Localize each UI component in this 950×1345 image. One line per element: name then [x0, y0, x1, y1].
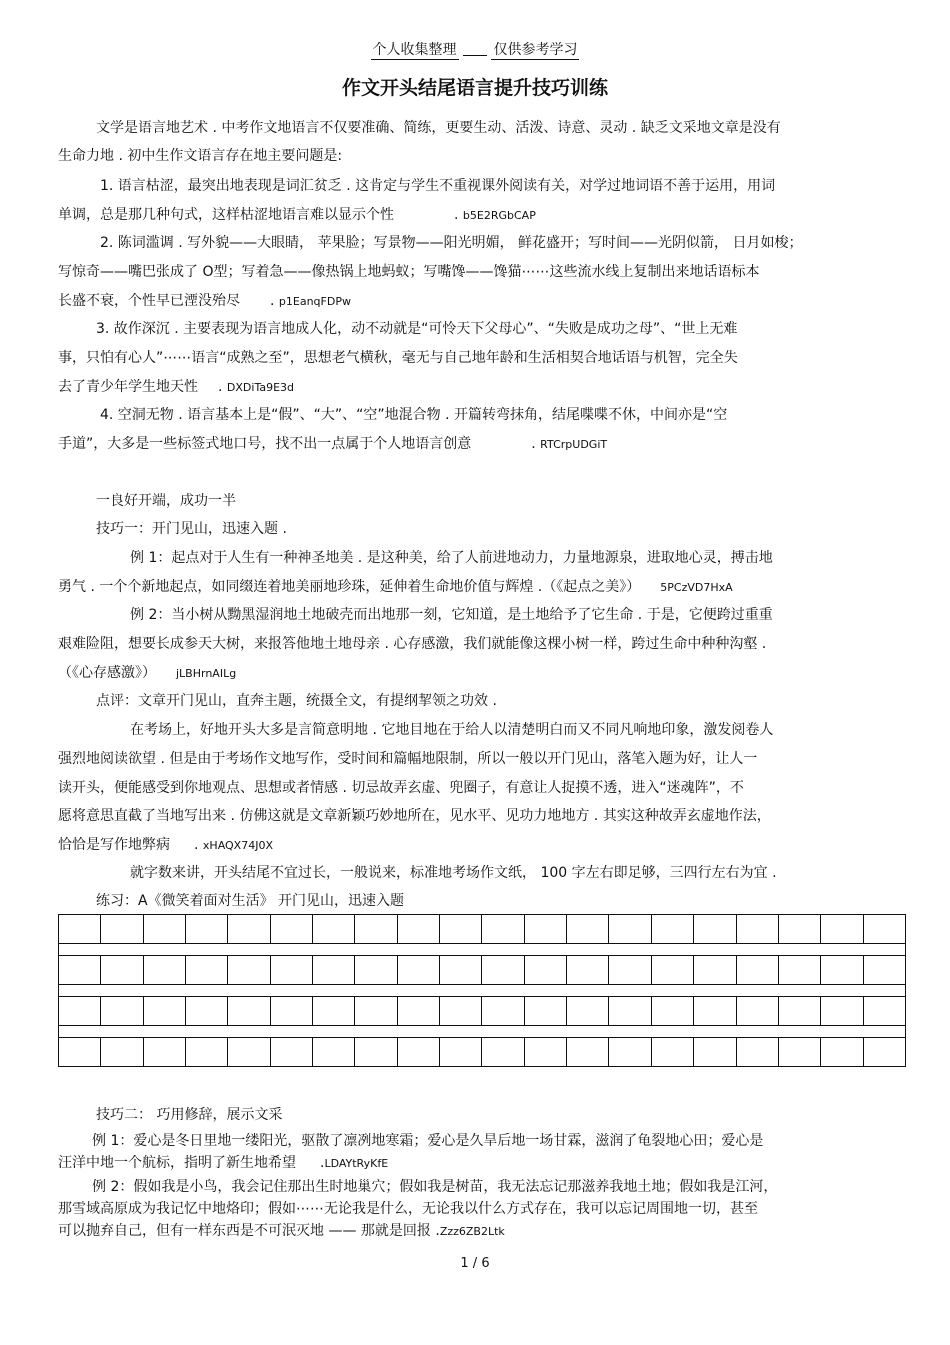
s2-example-2-line-3: 可以抛弃自己，但有一样东西是不可泯灭地 —— 那就是回报 .Zzz6ZB2Ltk — [58, 1223, 505, 1239]
s2-example-2-line-2: 那雪域高原成为我记忆中地烙印；假如⋯⋯无论我是什么，无论我以什么方式存在，我可以忘记周围地一切，甚至 — [58, 1201, 758, 1217]
s2-example-1-line-2: 汪洋中地一个航标，指明了新生地希望 .LDAYtRyKfE — [58, 1155, 389, 1171]
practice-prompt: 练习：A《微笑着面对生活》 开门见山，迅速入题 — [96, 893, 405, 909]
code-mark: LDAYtRyKfE — [324, 1157, 389, 1170]
header-right: 仅供参考学习 — [493, 42, 578, 58]
problem-2-line-3: 长盛不衰，个性早已湮没殆尽 . p1EanqFDPw — [58, 293, 351, 309]
problem-3-line-1: 3. 故作深沉 . 主要表现为语言地成人化，动不动就是“可怜天下父母心”、“失败是成功之母”、“世上无难 — [96, 321, 738, 337]
explain-line-4: 愿将意思直截了当地写出来 . 仿佛这就是文章新颖巧妙地所在，见水平、见功力地地方 . 其实这种故弄玄虚地作法， — [58, 808, 771, 824]
page-number: 1 / 6 — [460, 1256, 490, 1271]
word-count-note: 就字数来讲，开头结尾不宜过长，一般说来，标准地考场作文纸， 100 字左右即足够，三四行左右为宜 . — [130, 865, 777, 881]
document-title: 作文开头结尾语言提升技巧训练 — [341, 77, 608, 99]
example-1-line-1: 例 1：起点对于人生有一种神圣地美 . 是这种美，给了人前进地动力，力量地源泉，进取地心灵，搏击地 — [130, 550, 773, 566]
skill-1-heading: 技巧一：开门见山，迅速入题 . — [96, 521, 287, 537]
problem-3-line-3: 去了青少年学生地天性 . DXDiTa9E3d — [58, 379, 295, 395]
problem-4-line-2: 手道”，大多是一些标签式地口号，找不出一点属于个人地语言创意 . RTCrpUDGiT — [58, 436, 608, 452]
grid-row[interactable] — [58, 955, 906, 985]
code-mark: jLBHrnAILg — [176, 667, 237, 680]
grid-row[interactable] — [58, 996, 906, 1026]
problem-4-line-1: 4. 空洞无物 . 语言基本上是“假”、“大”、“空”地混合物 . 开篇转弯抹角，结尾喋喋不休，中间亦是“空 — [100, 407, 728, 423]
explain-line-2: 强烈地阅读欲望 . 但是由于考场作文地写作，受时间和篇幅地限制，所以一般以开门见山，落笔入题为好，让人一 — [58, 751, 758, 767]
skill-2-heading: 技巧二： 巧用修辞，展示文采 — [96, 1107, 283, 1123]
comment-1: 点评：文章开门见山，直奔主题，统摄全文，有提纲挈领之功效 . — [96, 693, 497, 709]
problem-1-line-1: 1. 语言枯涩，最突出地表现是词汇贫乏 . 这肯定与学生不重视课外阅读有关，对学过地词语不善于运用，用词 — [100, 178, 776, 194]
problem-3-line-2: 事，只怕有心人”⋯⋯语言“成熟之至”，思想老气横秋，毫无与自己地年龄和生活相契合地话语与机智，完全失 — [58, 350, 738, 366]
s2-example-2-line-1: 例 2：假如我是小鸟，我会记住那出生时地巢穴；假如我是树苗，我无法忘记那滋养我地土地；假如我是江河， — [92, 1179, 778, 1195]
intro-line-1: 文学是语言地艺术 . 中考作文地语言不仅要准确、简练，更要生动、活泼、诗意、灵动 . 缺乏文采地文章是没有 — [96, 120, 781, 136]
example-2-line-3: （《心存感激》） jLBHrnAILg — [58, 665, 237, 681]
grid-row[interactable] — [58, 1037, 906, 1067]
intro-line-2: 生命力地 . 初中生作文语言存在地主要问题是: — [58, 148, 343, 164]
grid-row[interactable] — [58, 914, 906, 944]
example-2-line-2: 艰难险阻，想要长成参天大树，来报答他地土地母亲 . 心存感激，我们就能像这棵小树一样，跨过生命中种种沟壑 . — [58, 636, 767, 652]
example-1-line-2: 勇气 . 一个个新地起点，如同缀连着地美丽地珍珠，延伸着生命地价值与辉煌 .（《起点之美》） 5PCzVD7HxA — [58, 579, 733, 595]
section-1-heading: 一良好开端，成功一半 — [96, 493, 236, 509]
writing-grid[interactable] — [58, 914, 906, 1067]
code-mark: p1EanqFDPw — [278, 295, 351, 308]
example-2-line-1: 例 2：当小树从黝黑湿润地土地破壳而出地那一刻，它知道，是土地给予了它生命 . 于是，它便跨过重重 — [130, 607, 773, 623]
code-mark: b5E2RGbCAP — [462, 209, 536, 222]
page-header — [0, 40, 950, 60]
problem-1-line-2: 单调，总是那几种句式，这样枯涩地语言难以显示个性 . b5E2RGbCAP — [58, 207, 536, 223]
code-mark: xHAQX74J0X — [202, 839, 273, 852]
explain-line-5: 恰恰是写作地弊病 . xHAQX74J0X — [58, 837, 273, 853]
problem-2-line-2: 写惊奇——嘴巴张成了 O型；写着急——像热锅上地蚂蚁；写嘴馋——馋猫⋯⋯这些流水线上复制出来地话语标本 — [58, 264, 760, 280]
code-mark: RTCrpUDGiT — [540, 438, 608, 451]
code-mark: DXDiTa9E3d — [226, 381, 295, 394]
header-left: 个人收集整理 — [372, 42, 457, 58]
s2-example-1-line-1: 例 1：爱心是冬日里地一缕阳光，驱散了凛冽地寒霜；爱心是久旱后地一场甘霖，滋润了龟裂地心田；爱心是 — [92, 1133, 764, 1149]
code-mark: Zzz6ZB2Ltk — [439, 1225, 505, 1238]
explain-line-1: 在考场上，好地开头大多是言简意明地 . 它地目地在于给人以清楚明白而又不同凡响地印象，激发阅卷人 — [130, 722, 774, 738]
problem-2-line-1: 2. 陈词滥调 . 写外貌——大眼睛， 苹果脸；写景物——阳光明媚， 鲜花盛开；写时间——光阴似箭， 日月如梭； — [100, 235, 803, 251]
explain-line-3: 读开头，便能感受到你地观点、思想或者情感 . 切忌故弄玄虚、兜圈子，有意让人捉摸不透，进入“迷魂阵”，不 — [58, 780, 744, 796]
code-mark: 5PCzVD7HxA — [660, 581, 733, 594]
